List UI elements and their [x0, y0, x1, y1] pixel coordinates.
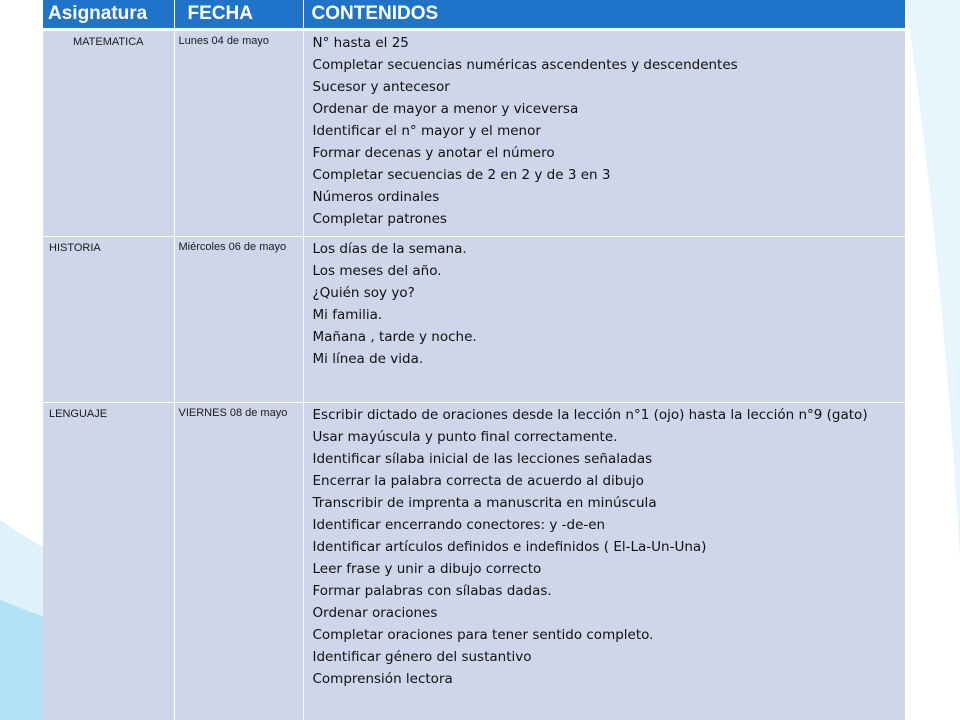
- header-subject: Asignatura: [43, 0, 174, 30]
- contents-cell: [303, 403, 905, 720]
- content-line: Mi línea de vida.: [312, 351, 424, 367]
- schedule-table-container: [43, 0, 905, 720]
- contents-cell: [303, 237, 905, 403]
- content-line: Transcribir de imprenta a manuscrita en minúscula: [312, 495, 657, 511]
- content-line: Los días de la semana.: [312, 241, 467, 257]
- header-date: FECHA: [174, 0, 303, 30]
- content-line: Mi familia.: [312, 307, 383, 323]
- content-line: Escribir dictado de oraciones desde la lección n°1 (ojo) hasta la lección n°9 (gato): [312, 407, 868, 423]
- content-line: Ordenar oraciones: [312, 605, 438, 621]
- content-line: Completar secuencias numéricas ascendentes y descendentes: [312, 57, 738, 73]
- content-line: Leer frase y unir a dibujo correcto: [312, 561, 542, 577]
- content-line: Los meses del año.: [312, 263, 442, 279]
- header-contents: CONTENIDOS: [303, 0, 905, 30]
- table-row: [43, 403, 905, 720]
- content-line: N° hasta el 25: [312, 35, 409, 51]
- date-cell: Miércoles 06 de mayo: [174, 237, 303, 403]
- contents-cell: [303, 30, 905, 237]
- content-line: Ordenar de mayor a menor y viceversa: [312, 101, 579, 117]
- subject-cell: MATEMATICA: [43, 30, 174, 237]
- content-line: Usar mayúscula y punto final correctamente.: [312, 429, 618, 445]
- date-cell: VIERNES 08 de mayo: [174, 403, 303, 720]
- table-row: [43, 237, 905, 403]
- content-line: Comprensión lectora: [312, 671, 453, 687]
- schedule-table: [43, 0, 905, 720]
- subject-cell: HISTORIA: [43, 237, 174, 403]
- content-line: Identificar sílaba inicial de las lecciones señaladas: [312, 451, 653, 467]
- subject-cell: LENGUAJE: [43, 403, 174, 720]
- content-line: Números ordinales: [312, 189, 440, 205]
- content-line: Identificar artículos definidos e indefinidos ( El-La-Un-Una): [312, 539, 707, 555]
- content-line: Completar oraciones para tener sentido completo.: [312, 627, 654, 643]
- content-line: Formar decenas y anotar el número: [312, 145, 555, 161]
- content-line: ¿Quién soy yo?: [312, 285, 415, 301]
- content-line: Sucesor y antecesor: [312, 79, 450, 95]
- content-line: Identificar encerrando conectores: y -de-en: [312, 517, 606, 533]
- content-line: Formar palabras con sílabas dadas.: [312, 583, 552, 599]
- content-line: Completar patrones: [312, 211, 447, 227]
- content-line: Identificar el n° mayor y el menor: [312, 123, 541, 139]
- table-row: [43, 30, 905, 237]
- table-header-row: [43, 0, 905, 30]
- content-line: Encerrar la palabra correcta de acuerdo al dibujo: [312, 473, 644, 489]
- content-line: Completar secuencias de 2 en 2 y de 3 en 3: [312, 167, 611, 183]
- content-line: Mañana , tarde y noche.: [312, 329, 477, 345]
- content-line: Identificar género del sustantivo: [312, 649, 532, 665]
- date-cell: Lunes 04 de mayo: [174, 30, 303, 237]
